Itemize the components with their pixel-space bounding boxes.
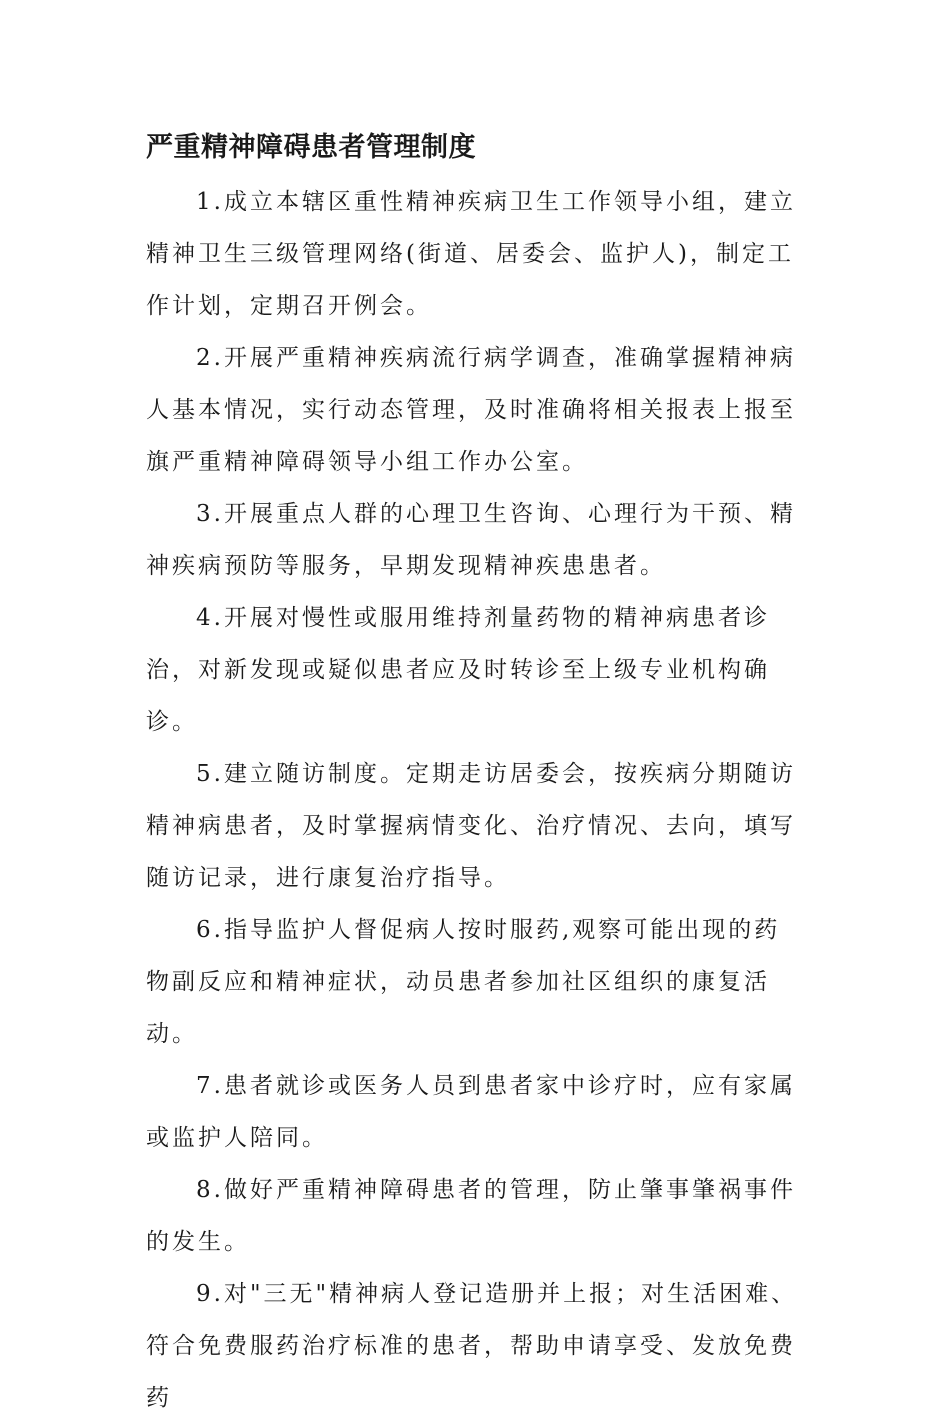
paragraph-1: 1.成立本辖区重性精神疾病卫生工作领导小组，建立精神卫生三级管理网络(街道、居委会、监护人)，制定工作计划，定期召开例会。 — [146, 189, 796, 319]
paragraph-6: 6.指导监护人督促病人按时服药,观察可能出现的药物副反应和精神症状，动员患者参加社区组织的康复活动。 — [146, 917, 781, 1047]
paragraph-4: 4.开展对慢性或服用维持剂量药物的精神病患者诊治，对新发现或疑似患者应及时转诊至上级专业机构确诊。 — [146, 605, 770, 735]
paragraph-7: 7.患者就诊或医务人员到患者家中诊疗时，应有家属或监护人陪同。 — [146, 1073, 796, 1151]
document-body — [146, 176, 806, 1424]
paragraph-5: 5.建立随访制度。定期走访居委会，按疾病分期随访精神病患者，及时掌握病情变化、治疗情况、去向，填写随访记录，进行康复治疗指导。 — [146, 761, 796, 891]
paragraph-8: 8.做好严重精神障碍患者的管理，防止肇事肇祸事件的发生。 — [146, 1177, 796, 1255]
paragraph-3: 3.开展重点人群的心理卫生咨询、心理行为干预、精神疾病预防等服务，早期发现精神疾患患者。 — [146, 501, 796, 579]
document-title: 严重精神障碍患者管理制度 — [146, 132, 476, 163]
paragraph-2: 2.开展严重精神疾病流行病学调查，准确掌握精神病人基本情况，实行动态管理，及时准确将相关报表上报至旗严重精神障碍领导小组工作办公室。 — [146, 345, 796, 475]
paragraph-9: 9.对"三无"精神病人登记造册并上报；对生活困难、符合免费服药治疗标准的患者，帮助申请享受、发放免费药 — [146, 1281, 798, 1411]
